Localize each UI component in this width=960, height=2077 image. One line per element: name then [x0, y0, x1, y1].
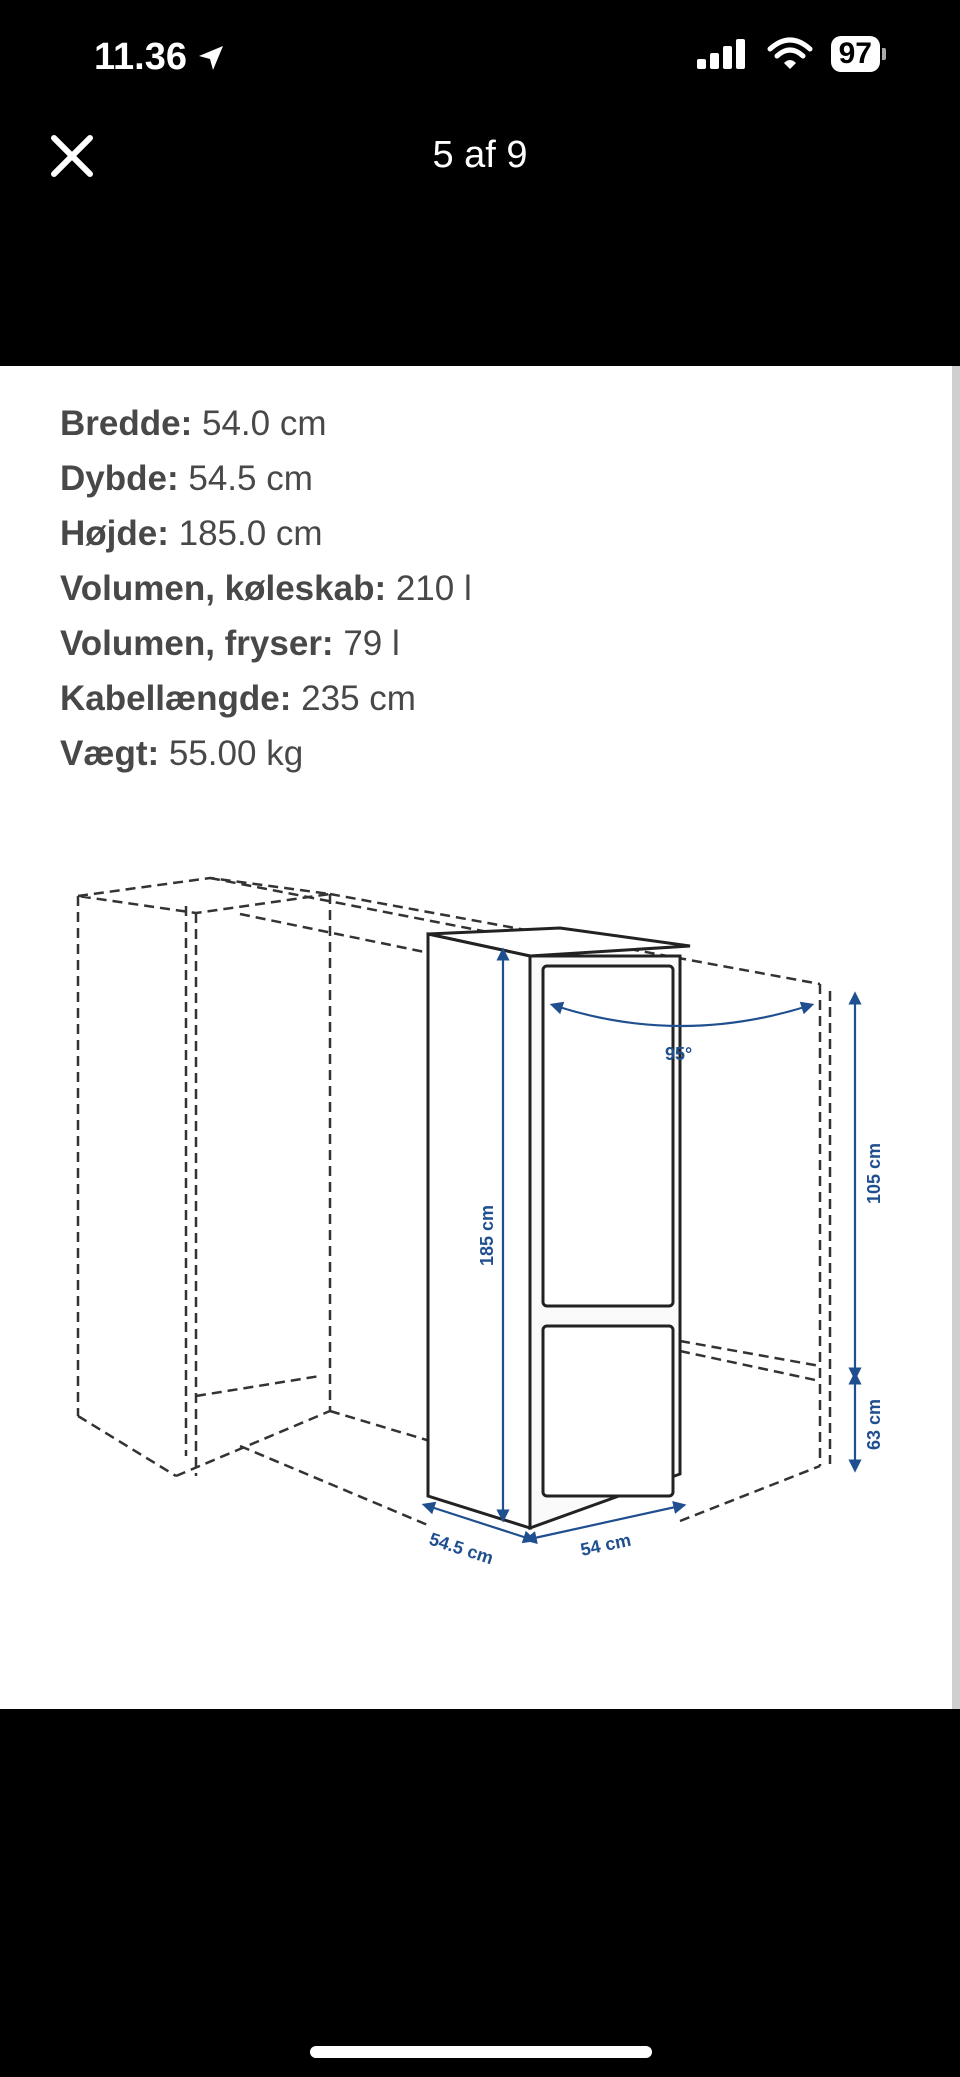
spec-weight: Vægt: 55.00 kg	[60, 734, 304, 773]
status-indicators	[697, 36, 886, 72]
status-bar	[0, 0, 960, 110]
product-image[interactable]	[0, 366, 956, 1709]
wifi-icon	[767, 37, 813, 71]
status-time	[94, 36, 227, 79]
home-indicator[interactable]	[310, 2046, 652, 2058]
spec-freezer-volume: Volumen, fryser: 79 l	[60, 624, 400, 663]
spec-width: Bredde: 54.0 cm	[60, 404, 327, 443]
spec-height: Højde: 185.0 cm	[60, 514, 323, 553]
spec-list	[60, 396, 472, 781]
battery-icon	[831, 36, 886, 72]
fridge-door-lower	[543, 1326, 673, 1496]
scrollbar[interactable]	[952, 366, 960, 1709]
fridge-body	[428, 928, 693, 1528]
depth-label: 54.5 cm	[426, 1528, 496, 1569]
fridge-door-upper	[543, 966, 673, 1306]
page-counter: 5 af 9	[432, 134, 528, 176]
dimension-diagram	[0, 854, 956, 1614]
location-arrow-icon	[195, 42, 227, 74]
spec-cable-length: Kabellængde: 235 cm	[60, 679, 416, 718]
upper-niche-label: 105 cm	[864, 1142, 884, 1204]
angle-label: 95°	[665, 1044, 693, 1064]
time-label: 11.36	[94, 36, 187, 78]
signal-icon	[697, 39, 749, 69]
spec-depth: Dybde: 54.5 cm	[60, 459, 313, 498]
spec-fridge-volume: Volumen, køleskab: 210 l	[60, 569, 472, 608]
height-label: 185 cm	[477, 1204, 497, 1266]
battery-level: 97	[831, 36, 880, 72]
width-label: 54 cm	[578, 1529, 633, 1560]
lower-niche-label: 63 cm	[864, 1398, 884, 1450]
